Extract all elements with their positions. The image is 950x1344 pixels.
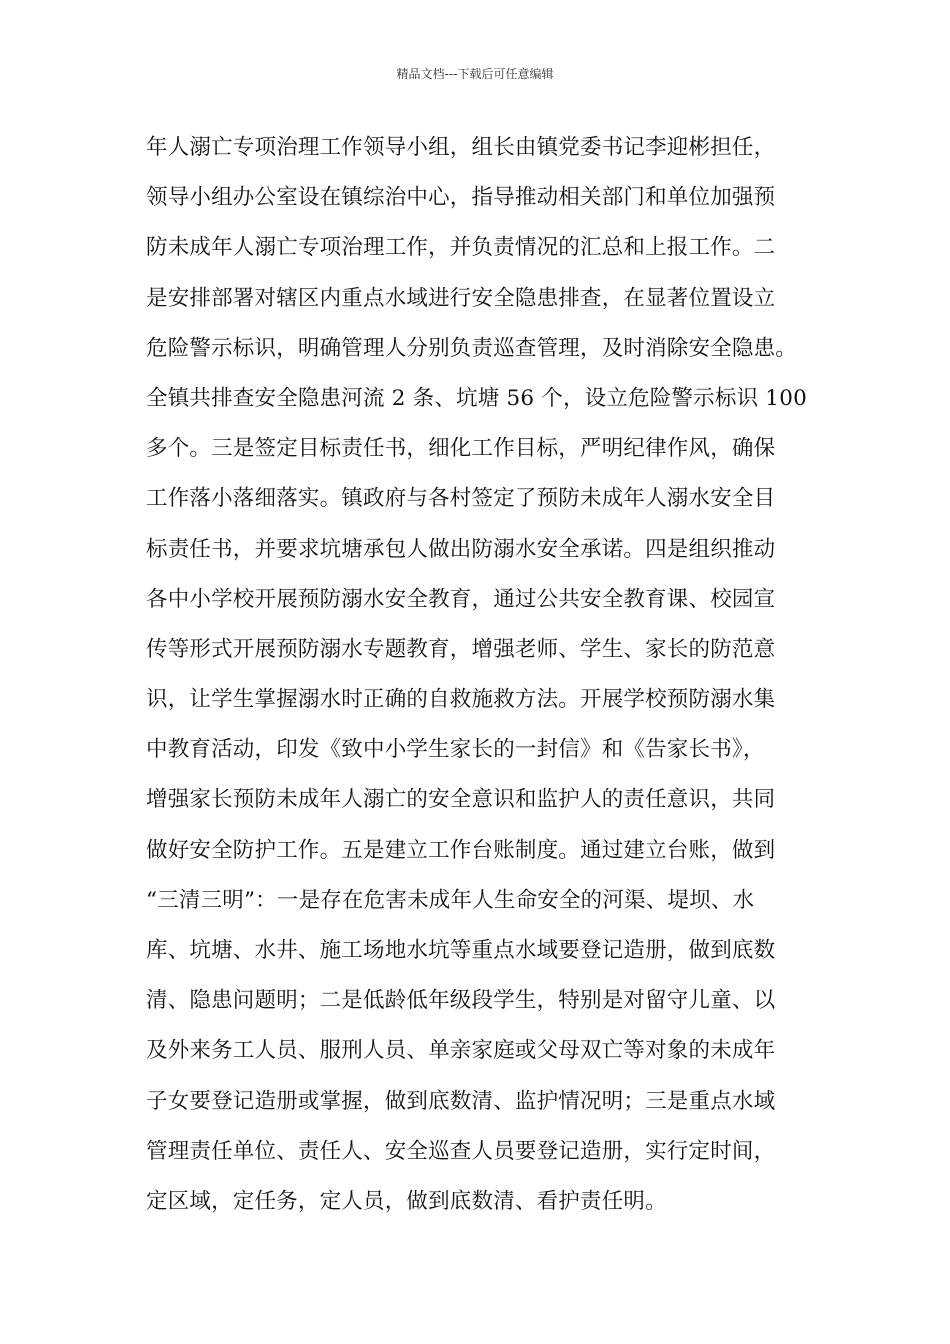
text-line: 传等形式开展预防溺水专题教育，增强老师、学生、家长的防范意 [146,636,776,662]
text-line: “三清三明”：一是存在危害未成年人生命安全的河渠、堤坝、水 [146,887,755,913]
text-line: 防未成年人溺亡专项治理工作，并负责情况的汇总和上报工作。二 [146,235,776,261]
text-line: 子女要登记造册或掌握，做到底数清、监护情况明；三是重点水域 [146,1088,776,1114]
text-line: 是安排部署对辖区内重点水域进行安全隐患排查，在显著位置设立 [146,285,776,311]
text-line: 增强家长预防未成年人溺亡的安全意识和监护人的责任意识，共同 [146,787,776,813]
text-line: 危险警示标识，明确管理人分别负责巡查管理，及时消除安全隐患。 [146,335,798,361]
text-line: 工作落小落细落实。镇政府与各村签定了预防未成年人溺水安全目 [146,486,776,512]
text-line: 多个。三是签定目标责任书，细化工作目标，严明纪律作风，确保 [146,436,776,462]
text-line: 各中小学校开展预防溺水安全教育，通过公共安全教育课、校园宣 [146,586,776,612]
text-line: 领导小组办公室设在镇综治中心，指导推动相关部门和单位加强预 [146,185,776,211]
text-line: 库、坑塘、水井、施工场地水坑等重点水域要登记造册，做到底数 [146,938,776,963]
body-paragraph [146,131,816,1235]
text-line: 管理责任单位、责任人、安全巡查人员要登记造册，实行定时间， [146,1138,776,1164]
page-header: 精品文档---下载后可任意编辑 [396,67,554,81]
text-line: 及外来务工人员、服刑人员、单亲家庭或父母双亡等对象的未成年 [146,1038,776,1064]
text-line: 清、隐患问题明；二是低龄低年级段学生，特别是对留守儿童、以 [146,988,776,1014]
text-line: 中教育活动，印发《致中小学生家长的一封信》和《告家长书》， [146,737,765,763]
text-line: 定区域，定任务，定人员，做到底数清、看护责任明。 [146,1188,667,1214]
text-line: 年人溺亡专项治理工作领导小组，组长由镇党委书记李迎彬担任， [146,135,776,160]
text-line: 全镇共排查安全隐患河流 2 条、坑塘 56 个，设立危险警示标识 100 [146,385,807,411]
text-line: 识，让学生掌握溺水时正确的自救施救方法。开展学校预防溺水集 [146,687,776,713]
text-line: 做好安全防护工作。五是建立工作台账制度。通过建立台账，做到 [146,837,776,863]
text-line: 标责任书，并要求坑塘承包人做出防溺水安全承诺。四是组织推动 [146,536,776,562]
